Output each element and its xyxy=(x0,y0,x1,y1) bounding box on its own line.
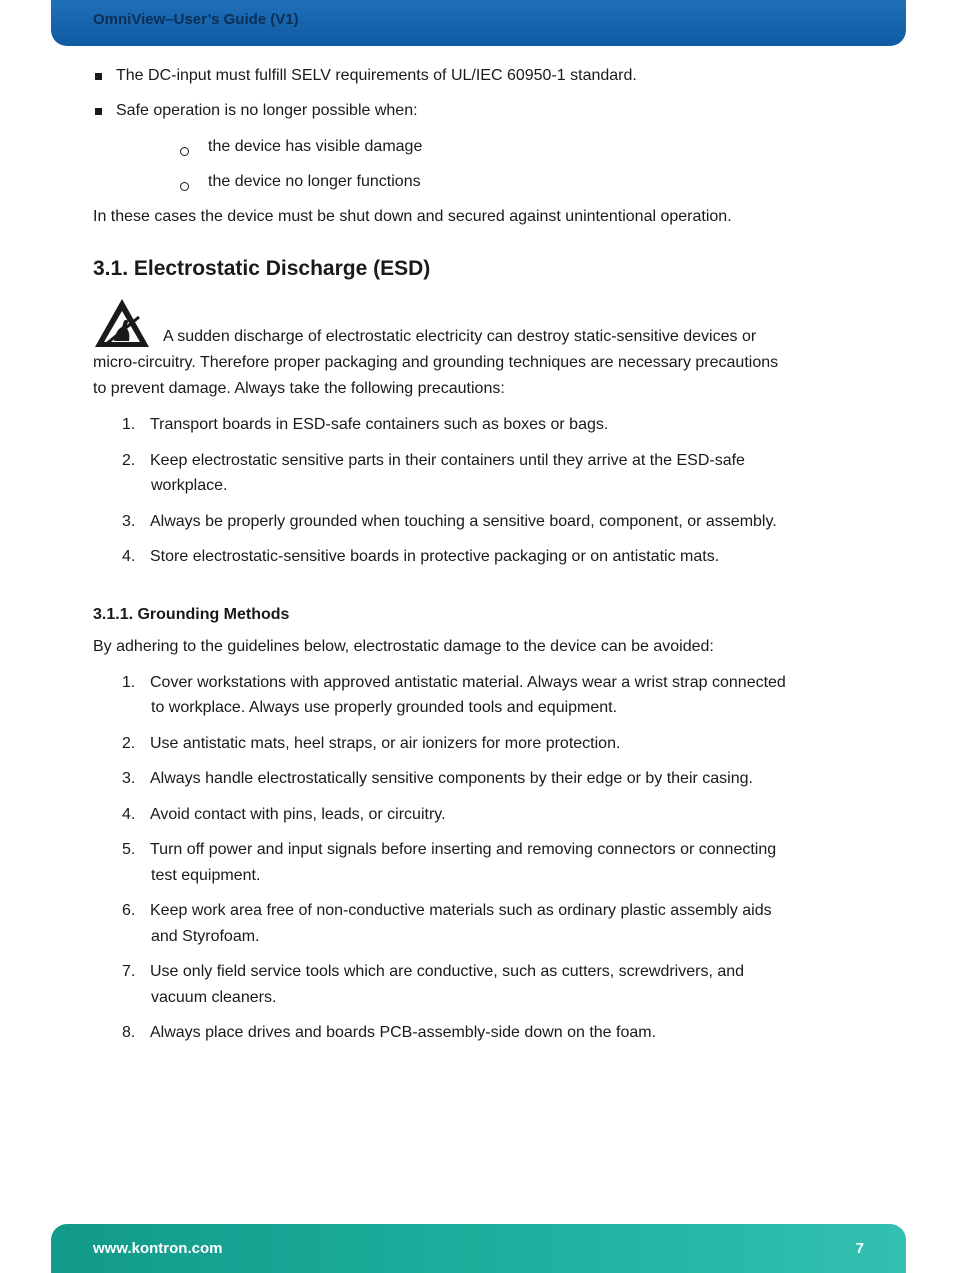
list-number: 5. xyxy=(122,841,136,858)
list-item-text: Avoid contact with pins, leads, or circuitry. xyxy=(150,806,446,823)
list-number: 8. xyxy=(122,1024,136,1041)
website-link[interactable]: www.kontron.com xyxy=(93,1240,223,1257)
list-item-text: Store electrostatic-sensitive boards in protective packaging or on antistatic mats. xyxy=(150,548,720,565)
subsection-heading: 3.1.1. Grounding Methods xyxy=(93,606,290,623)
sub-bullet-text: the device no longer functions xyxy=(208,173,421,190)
intro-line: A sudden discharge of electrostatic electricity can destroy static-sensitive devices or xyxy=(163,328,757,345)
list-number: 3. xyxy=(122,513,136,530)
list-item-text: and Styrofoam. xyxy=(151,928,260,945)
list-item-text: Cover workstations with approved antistatic material. Always wear a wrist strap connected xyxy=(150,674,786,691)
list-number: 6. xyxy=(122,902,136,919)
intro-line: micro-circuitry. Therefore proper packaging and grounding techniques are necessary precautions xyxy=(93,354,779,371)
list-item-text: to workplace. Always use properly grounded tools and equipment. xyxy=(151,699,618,716)
list-item-text: workplace. xyxy=(151,477,228,494)
page-header xyxy=(51,0,906,46)
list-item-text: Use only field service tools which are conductive, such as cutters, screwdrivers, and xyxy=(150,963,745,980)
list-item-text: Turn off power and input signals before inserting and removing connectors or connecting xyxy=(150,841,777,858)
list-item-text: vacuum cleaners. xyxy=(151,989,277,1006)
circle-bullet-icon xyxy=(180,182,189,191)
intro-line: to prevent damage. Always take the following precautions: xyxy=(93,380,505,397)
list-item-text: Always be properly grounded when touching a sensitive board, component, or assembly. xyxy=(150,513,777,530)
list-number: 4. xyxy=(122,806,136,823)
square-bullet-icon xyxy=(95,108,102,115)
list-number: 2. xyxy=(122,452,136,469)
list-item-text: Always place drives and boards PCB-assembly-side down on the foam. xyxy=(150,1024,657,1041)
list-item-text: Use antistatic mats, heel straps, or air ionizers for more protection. xyxy=(150,735,621,752)
shutdown-paragraph: In these cases the device must be shut down and secured against unintentional operation. xyxy=(93,208,732,225)
sub-bullet-text: the device has visible damage xyxy=(208,138,423,155)
list-item-text: Always handle electrostatically sensitive components by their edge or by their casing. xyxy=(150,770,753,787)
subsection-intro: By adhering to the guidelines below, electrostatic damage to the device can be avoided: xyxy=(93,638,714,655)
bullet-text: Safe operation is no longer possible when: xyxy=(116,102,418,119)
list-item-text: test equipment. xyxy=(151,867,261,884)
list-number: 4. xyxy=(122,548,136,565)
list-item-text: Keep work area free of non-conductive materials such as ordinary plastic assembly aids xyxy=(150,902,772,919)
list-item-text: Keep electrostatic sensitive parts in their containers until they arrive at the ESD-safe xyxy=(150,452,745,469)
section-heading: 3.1. Electrostatic Discharge (ESD) xyxy=(93,257,431,280)
esd-warning-icon xyxy=(93,297,151,349)
list-item-text: Transport boards in ESD-safe containers such as boxes or bags. xyxy=(150,416,609,433)
page-number: 7 xyxy=(855,1240,864,1257)
circle-bullet-icon xyxy=(180,147,189,156)
document-title: OmniView–User’s Guide (V1) xyxy=(93,11,299,28)
square-bullet-icon xyxy=(95,73,102,80)
page-footer xyxy=(51,1224,906,1273)
list-number: 1. xyxy=(122,416,136,433)
bullet-text: The DC-input must fulfill SELV requirements of UL/IEC 60950-1 standard. xyxy=(116,67,637,84)
list-number: 3. xyxy=(122,770,136,787)
list-number: 1. xyxy=(122,674,136,691)
list-number: 7. xyxy=(122,963,136,980)
list-number: 2. xyxy=(122,735,136,752)
